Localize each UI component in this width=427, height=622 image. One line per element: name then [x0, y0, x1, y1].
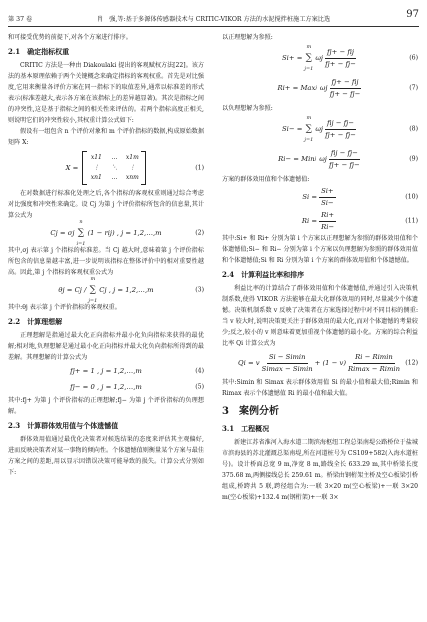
ideal-explanation: 其中:fj+ 为第 j 个评价指标的正理想解;fj− 为第 j 个评价指标的负理想解。 [8, 397, 204, 415]
eq3-number: (3) [195, 286, 204, 294]
eq9-fraction [329, 148, 360, 171]
negative-ref-intro: 以负理想解为参照: [222, 105, 273, 112]
denominator: fj+ − fj− [329, 89, 361, 98]
equation-4 [8, 363, 204, 379]
eq10-number: (10) [405, 193, 418, 201]
eq6-sum [304, 42, 313, 75]
weight-explanation: 其中:θj 表示第 j 个评价指标的客观权重。 [8, 304, 121, 311]
utility-explanation: 其中:Si+ 和 Ri+ 分别为第 i 个方案以正理想解为参照的群体效用值和个体遗憾值;Si− 和 Ri− 分别为第 i 个方案以负理想解为参照的群体效用值和个体遗憾值;Si 和 Ri 分别为第 i 个方案的群体效用值和个体遗憾值。 [222, 235, 418, 264]
sigma-explanation: 其中,σj 表示第 j 个指标的标准差。当 Cj 越大时,意味着第 j 个评价指标所包含的信息量越丰富,进一步说明该指标在整体评价中的相对重要性越高。因此,第 j 个指标的客观权重公式为 [8, 247, 204, 276]
numerator: Si − Simin [267, 352, 308, 364]
matrix-cell: ⋮ [93, 164, 100, 171]
matrix-cell: ⋮ [129, 164, 136, 171]
eq8-sum [304, 113, 313, 146]
running-title: 肖 强,等:基于多源体传感器技术与 CRITIC-VIKOR 方法的水泥搅拌桩施工方案比选 [96, 16, 331, 23]
denominator: Rimax − Rimin [348, 364, 400, 373]
info-content-paragraph: 在对数据进行标准化处理之后,各个指标的客观权重则通过综合考虑对比强度和冲突性来确定。设 Cj 为第 j 个评价指标所包含的信息量,其计算公式为 [8, 190, 204, 219]
matrix-intro-paragraph: 假设有一组包含 n 个评价对象和 m 个评价指标的数据,构成原始数据矩阵 X: [8, 128, 204, 146]
sigma-symbol: ∑ [305, 123, 313, 134]
eq7-lhs: Ri+ = Max [277, 83, 316, 92]
equation-7 [222, 73, 418, 103]
eq6-number: (6) [409, 54, 418, 62]
eq9-number: (9) [409, 155, 418, 163]
matrix-cell: … [111, 154, 118, 161]
eq12-number: (12) [405, 359, 418, 367]
journal-volume: 第 37 卷 [8, 16, 33, 23]
sigma-symbol: ∑ [89, 284, 97, 295]
equation-1 [8, 148, 204, 188]
equation-3 [8, 275, 204, 304]
eq3-sum [88, 274, 97, 307]
weight-symbol: ωj [315, 53, 323, 62]
matrix-cell: x1m [125, 154, 139, 161]
data-matrix [82, 151, 146, 185]
eq5-body: fj− = 0 , j = 1,2,…,m [70, 382, 142, 391]
eq2-number: (2) [195, 229, 204, 237]
equation-11 [222, 209, 418, 233]
eq12-fraction-2 [348, 352, 400, 375]
eq1-number: (1) [195, 164, 204, 172]
eq12-middle: + (1 − v) [314, 358, 347, 367]
eq10-lhs: Si = [302, 192, 318, 201]
critic-paragraph: CRITIC 方法是一种由 Diakoulaki 提出的客观赋权方法[22]。该方法的基本原理依赖于两个关键概念来确定指标的客观权重。首先是对比强度,它用来衡量各评价方案在同一指标下的取值差异,通常以标准差的形式表示(标准差越大,表示各方案在该指标上的差异越显著)。其次是指标之间的冲突性,这是基于指标之间的相关性来评估的。若两个指标高度正相关,则说明它们的冲突性较小,其权重计算公式如下: [8, 62, 204, 124]
sum-upper: m [306, 114, 312, 121]
positive-ref-intro: 以正理想解为参照: [222, 34, 273, 41]
benefit-ratio-paragraph: 利益比率的计算结合了群体效用值和个体遗憾值,并通过引入决策机制系数,使得 VIKOR 方法能够在最大化群体效用的同时,尽量减少个体遗憾。决策机制系数 v 反映了决策者在方案选择过程中对不同目标的侧重:当 v 较大时,说明决策更关注于群体效用的最大化,而对个体遗憾的考量较少;反之,较小的 v 则意味着更加重视个体遗憾的最小化。方案的综合利益比率 Qi 计算公式为 [222, 285, 418, 347]
matrix-cell: xnm [125, 174, 139, 181]
eq7-number: (7) [409, 84, 418, 92]
matrix-cell: … [111, 174, 118, 181]
min-subscript: j [314, 155, 317, 162]
eq2-lhs: Cj = σj [50, 228, 75, 237]
sigma-symbol: ∑ [77, 227, 85, 238]
equation-12 [222, 349, 418, 377]
eq2-rhs: (1 − rij) , j = 1,2,…,m [87, 228, 162, 237]
eq4-body: fj+ = 1 , j = 1,2,…,m [70, 366, 142, 375]
numerator: Si+ [319, 186, 336, 198]
sum-lower: j=1 [88, 297, 98, 304]
page-header [8, 6, 419, 27]
equation-2 [8, 218, 204, 247]
left-column [8, 32, 204, 478]
eq8-number: (8) [409, 125, 418, 133]
ideal-solution-paragraph: 正理想解是指通过最大化正向指标并最小化负向指标来获得的最优解;相对地,负理想解是通过最小化正向指标并最大化负向指标所得到的最差解。其理想解的计算公式为 [8, 332, 204, 361]
weight-symbol: ωj [319, 154, 327, 163]
numerator: fij − fj− [329, 148, 360, 160]
eq9-lhs: Ri− = Min [278, 154, 315, 163]
q-explanation: 其中:Simin 和 Simax 表示群体效用值 Si 的最小值和最大值;Rimin 和 Rimax 表示个体遗憾值 Ri 的最小值和最大值。 [222, 379, 418, 397]
equation-8 [222, 114, 418, 144]
numerator: Ri − Rimin [353, 352, 395, 364]
eq6-fraction [325, 47, 356, 70]
weight-symbol: ωj [319, 83, 328, 92]
eq11-number: (11) [405, 217, 418, 225]
section-2-1-heading: 2.1 确定指标权重 [8, 47, 70, 56]
weight-symbol: ωj [315, 124, 323, 133]
sum-upper: n [79, 218, 83, 225]
eq3-rhs: Cj , j = 1,2,…,m [99, 285, 154, 294]
denominator: Simax − Simin [261, 364, 313, 373]
section-2-4-heading: 2.4 计算利益比率和排序 [222, 270, 305, 279]
eq12-fraction-1 [262, 352, 313, 375]
eq8-lhs: Si− = [282, 124, 303, 133]
eq4-number: (4) [195, 367, 204, 375]
denominator: fj+ − fj− [325, 59, 356, 68]
section-2-3-heading: 2.3 计算群体效用值与个体遗憾值 [8, 421, 119, 430]
numerator: fj+ − fij [330, 77, 361, 89]
matrix-cell: x11 [90, 154, 102, 161]
numerator: Ri+ [319, 210, 336, 222]
denominator: Si− [321, 198, 334, 207]
sum-upper: m [90, 275, 96, 282]
equation-9 [222, 144, 418, 174]
denominator: fj+ − fj− [329, 160, 360, 169]
eq8-fraction [325, 118, 356, 141]
eq3-lhs: θj = Cj / [58, 285, 87, 294]
eq2-sum [76, 217, 85, 250]
numerator: fj+ − fij [325, 47, 356, 59]
intro-paragraph: 和可接受优势的前提下,对各个方案进行排序。 [8, 34, 132, 41]
eq7-fraction [330, 77, 361, 100]
right-column [222, 32, 418, 503]
eq6-lhs: Si+ = [282, 53, 303, 62]
section-3-heading: 3 案例分析 [222, 406, 279, 417]
sum-lower: j=1 [304, 65, 314, 72]
eq1-label: X = [65, 163, 79, 172]
page-number: 97 [406, 9, 419, 20]
section-3-1-heading: 3.1 工程概况 [222, 424, 270, 433]
eq12-lhs: Qi = v [238, 358, 260, 367]
sum-lower: j=1 [304, 136, 314, 143]
equation-10 [222, 185, 418, 209]
sigma-symbol: ∑ [305, 52, 313, 63]
denominator: fj+ − fj− [325, 130, 356, 139]
eq10-fraction [319, 186, 336, 209]
sum-upper: m [306, 43, 312, 50]
matrix-cell: xn1 [90, 174, 102, 181]
section-2-2-heading: 2.2 计算理想解 [8, 317, 63, 326]
max-subscript: j [315, 84, 317, 91]
numerator: fij − fj− [325, 118, 356, 130]
utility-paragraph: 群体效用值通过最优化决策者对候选结果的态度来评估其主观偏好,进而反映决策者对某一事物的倾向性。个体遗憾值则衡量某个方案与最佳方案之间的差距,用以显示因错误决策可能导致的损失。计算公式分别如下: [8, 436, 204, 476]
project-overview-paragraph: 新建江苏省淮河入海水道二期滨海枢纽工程总渠南堤公路桥位于盐城市滨海县的苏北灌溉总渠南堤,所在河道桩号为 CS109+582(入海水道桩号)。设计桥面总宽 9 m,净宽 8 m,路线全长 633.29 m,其中桥梁长度 375.68 m,两侧接线总长 259.61 m。桥梁由钢桁架主桥及空心板梁引桥组成,桥跨共 5 联,跨径组合为:一联 3×20 m(空心板梁)+一联 3×20 m(空心板梁)+132.4 m(钢桁架)+一联 3× [222, 439, 419, 501]
denominator: Ri− [321, 222, 335, 231]
sum-lower: i=1 [76, 240, 86, 247]
equation-6 [222, 43, 418, 73]
equation-5 [8, 379, 204, 395]
group-intro: 方案的群体效用值和个体遗憾值: [222, 176, 310, 183]
matrix-cell: ⋱ [111, 164, 118, 171]
eq11-lhs: Ri = [301, 216, 318, 225]
eq5-number: (5) [195, 383, 204, 391]
eq11-fraction [319, 210, 336, 233]
